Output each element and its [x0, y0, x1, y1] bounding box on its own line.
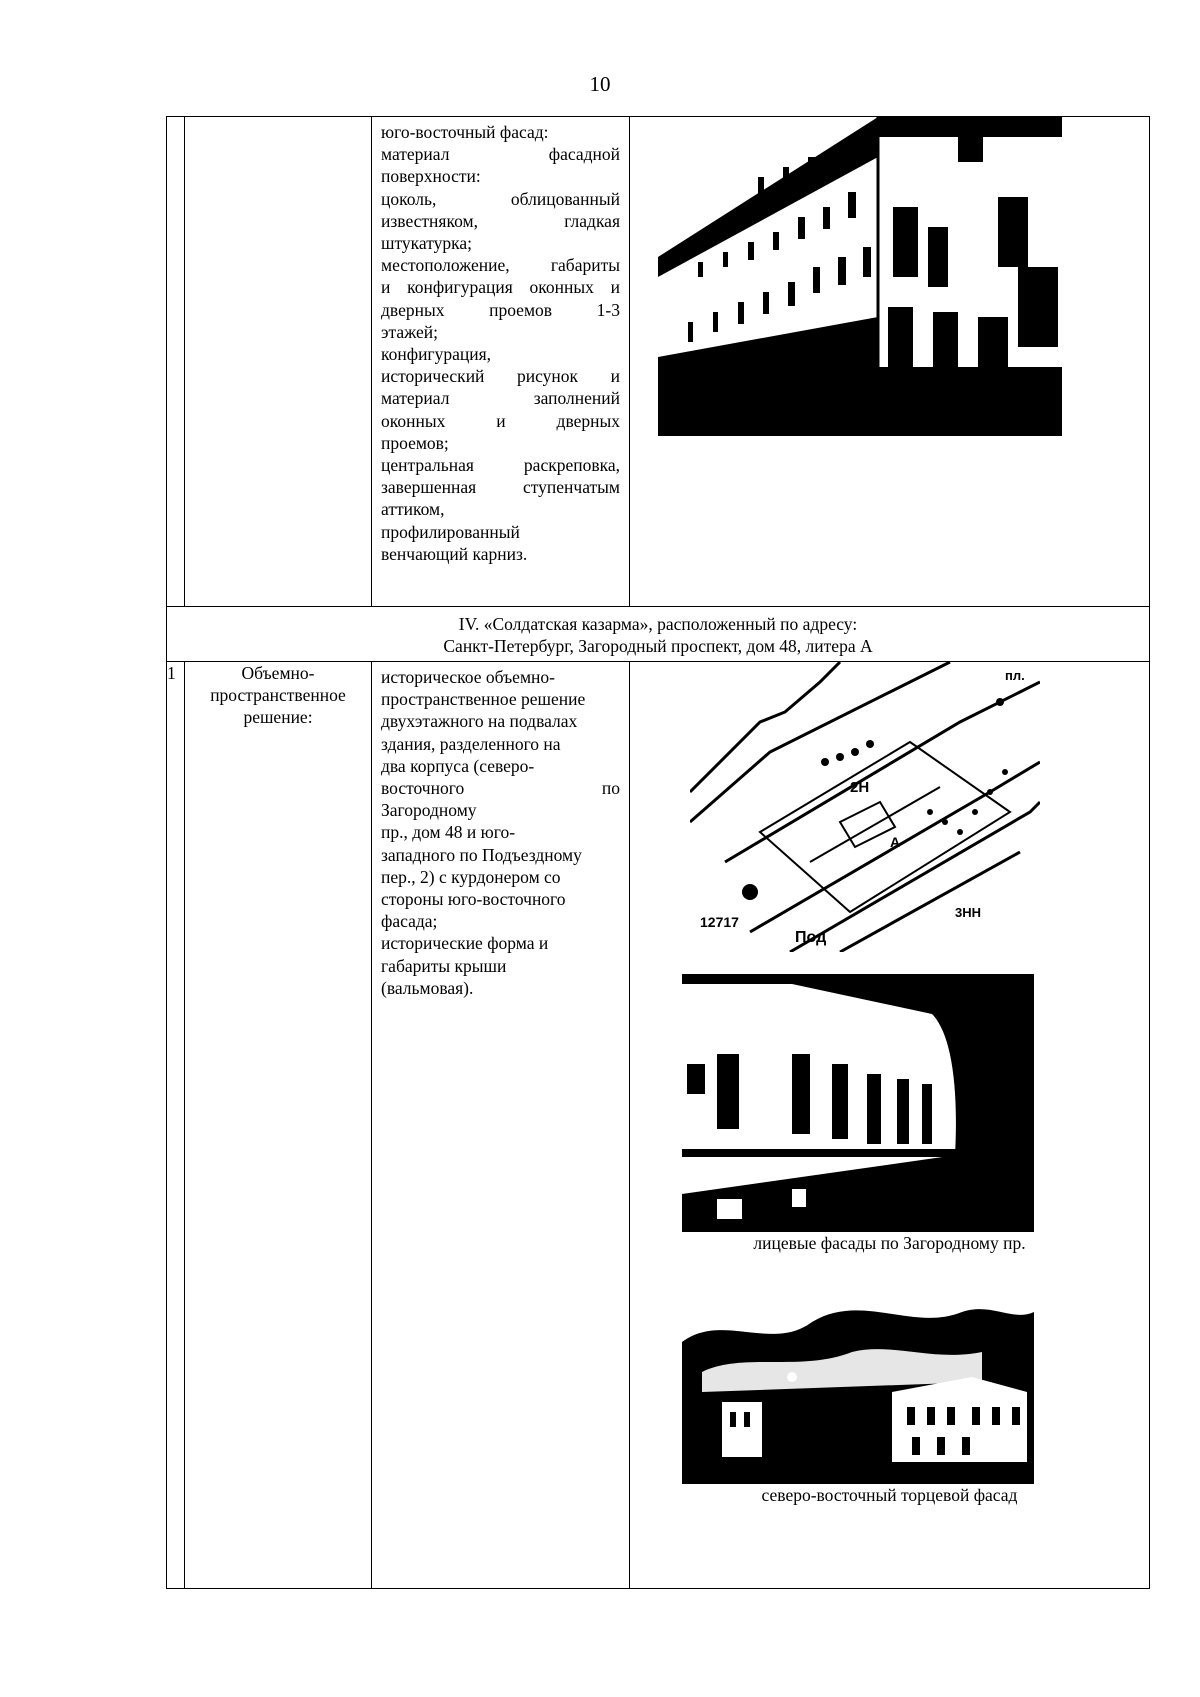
text-line: завершенная ступенчатым — [381, 477, 620, 498]
text-line: стороны юго-восточного — [381, 889, 566, 910]
text-line: Загородному — [381, 800, 477, 821]
cell-category-empty — [185, 117, 372, 607]
facade-photo-zagorodny — [682, 974, 1034, 1232]
section-title-line2: Санкт-Петербург, Загородный проспект, дом 48, литера А — [443, 636, 873, 656]
text-line: дверных проемов 1-3 — [381, 299, 620, 320]
text-line: пространственное решение — [381, 689, 586, 710]
map-label-3nn: 3НН — [955, 905, 982, 920]
description-prev-text — [372, 117, 629, 565]
text-line: оконных и дверных — [381, 410, 620, 431]
cell-photos-main — [630, 662, 1150, 1589]
caption-northeast: северо-восточный торцевой фасад — [761, 1485, 1018, 1505]
text-line: исторические форма и — [381, 933, 549, 954]
facade-photo-northeast — [682, 1282, 1034, 1484]
text-line: проемов; — [381, 432, 449, 453]
text-line: историческое объемно- — [381, 667, 555, 687]
text-line: (вальмовая). — [381, 977, 474, 998]
text-line: и конфигурация оконных и — [381, 277, 620, 298]
table-row-previous — [167, 117, 1150, 607]
section-title-line1: IV. «Солдатская казарма», расположенный по адресу: — [458, 613, 858, 634]
text-line: поверхности: — [381, 166, 481, 187]
text-line: восточного по — [381, 778, 620, 799]
map-label-street: Под — [795, 929, 827, 946]
text-line: фасада; — [381, 911, 438, 932]
section-header-row — [167, 607, 1150, 662]
page-number: 10 — [589, 72, 611, 96]
text-line: западного по Подъездному — [381, 844, 582, 865]
text-line: штукатурка; — [381, 233, 472, 254]
text-line: пр., дом 48 и юго- — [381, 822, 516, 843]
text-line: пер., 2) с курдонером со — [381, 866, 561, 887]
text-line: венчающий карниз. — [381, 543, 528, 564]
category-line: пространственное — [210, 685, 346, 706]
map-label-2n: 2Н — [850, 779, 870, 796]
text-line: юго-восточный фасад: — [381, 122, 549, 142]
text-line: два корпуса (северо- — [381, 755, 535, 776]
caption-zagorodny: лицевые фасады по Загородному пр. — [753, 1233, 1026, 1253]
section-header — [167, 607, 1150, 662]
text-line: профилированный — [381, 521, 520, 542]
map-label-number: 12717 — [700, 914, 739, 930]
heritage-table — [166, 116, 1150, 1589]
text-line: двухэтажного на подвалах — [381, 711, 578, 732]
text-line: цоколь, облицованный — [381, 188, 620, 209]
text-line: местоположение, габариты — [381, 255, 620, 276]
text-line: габариты крыши — [381, 955, 507, 976]
text-line: конфигурация, — [381, 344, 492, 365]
row-category — [185, 662, 372, 1589]
row-number: 1 — [167, 662, 185, 1589]
site-plan-map — [690, 662, 1040, 952]
cell-number-empty — [167, 117, 185, 607]
text-line: известняком, гладкая — [381, 210, 620, 231]
text-line: здания, разделенного на — [381, 733, 561, 754]
map-label-a: А — [890, 834, 901, 850]
text-line: центральная раскреповка, — [381, 455, 620, 476]
description-main-text — [372, 662, 629, 999]
table-row-1 — [167, 662, 1150, 1589]
text-line: исторический рисунок и — [381, 366, 620, 387]
cell-description-prev — [372, 117, 630, 607]
map-label-square: пл. — [1005, 668, 1025, 683]
cell-photo-prev — [630, 117, 1150, 607]
category-line: решение: — [243, 707, 313, 728]
category-line: Объемно- — [241, 663, 315, 683]
cell-description-main — [372, 662, 630, 1589]
facade-photo-southeast — [658, 117, 1062, 436]
text-line: этажей; — [381, 321, 438, 342]
text-line: материал фасадной — [381, 144, 620, 165]
text-line: аттиком, — [381, 499, 445, 520]
text-line: материал заполнений — [381, 388, 620, 409]
